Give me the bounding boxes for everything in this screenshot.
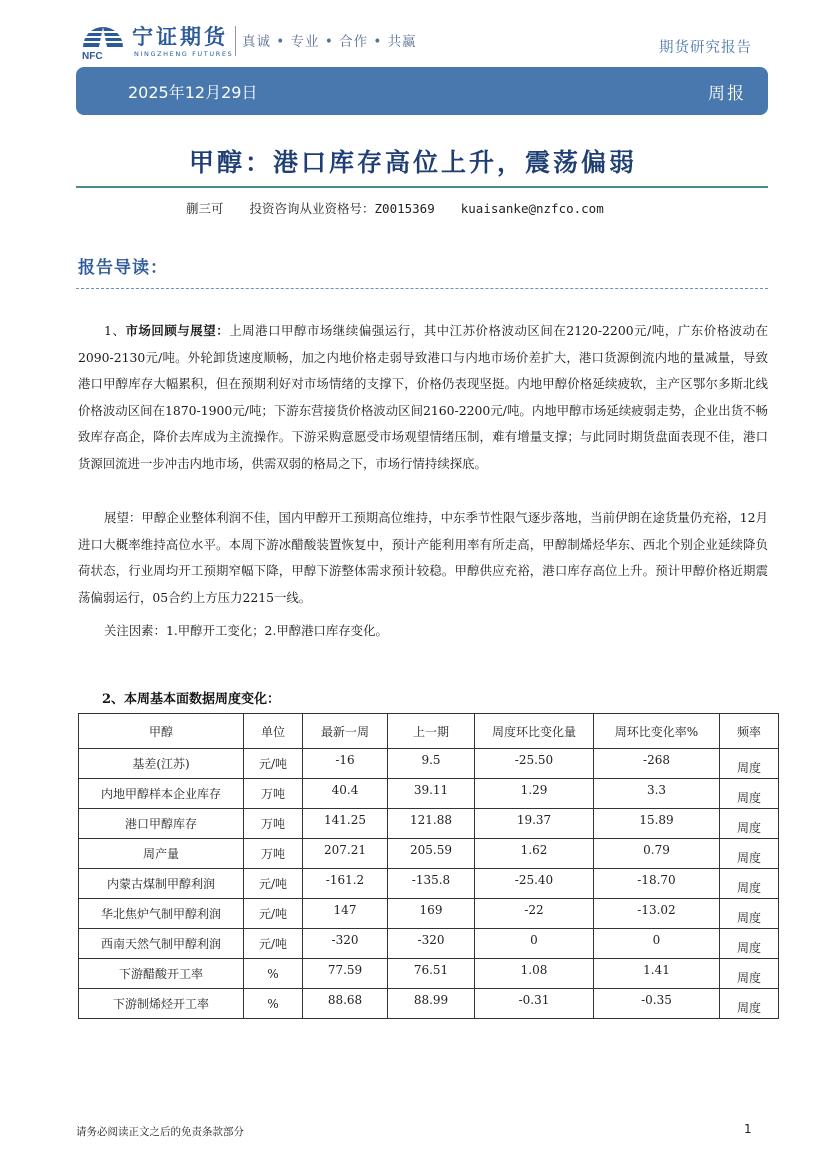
- cell-value: 207.21: [324, 842, 366, 857]
- cell-value: 元/吨: [258, 877, 288, 891]
- row-label: 下游醋酸开工率: [118, 967, 203, 981]
- table-cell: [244, 929, 303, 959]
- table-row: [79, 809, 779, 839]
- cell-value: 121.88: [410, 812, 452, 827]
- logo-text-en: NINGZHENG FUTURES: [134, 50, 234, 58]
- table-cell: [594, 929, 720, 959]
- section-title-summary: 报告导读：: [78, 258, 168, 278]
- cell-value: 0: [530, 932, 538, 947]
- row-label: 内蒙古煤制甲醇利润: [106, 877, 215, 891]
- cell-value: 88.68: [327, 992, 363, 1007]
- table-cell: [244, 959, 303, 989]
- table-cell: [594, 869, 720, 899]
- para-body: 上周港口甲醇市场继续偏强运行，其中江苏价格波动区间在2120-2200元/吨，广东价格波动在2090-2130元/吨。外轮卸货速度顺畅，加之内地价格走弱导致港口与内地市场价差扩大，港口货源倒流内地的量减量，导致港口甲醇库存大幅累积，但在预期利好对市场情绪的支撑下，价格仍表现坚挺。内地甲醇价格延续疲软，主产区鄂尔多斯北线价格波动区间在1870-1900元/吨；下游东营接货价格波动区间2160-2200元/吨。内地甲醇市场延续疲弱走势，企业出货不畅致库存高企，降价去库成为主流操作。下游采购意愿受市场观望情绪压制，难有增量支撑；与此同时期货盘面表现不佳，港口货源回流进一步冲击内地市场，供需双弱的格局之下，市场行情持续探底。: [78, 323, 769, 471]
- frequency-value: 周度: [736, 971, 761, 985]
- table-cell: [303, 989, 388, 1019]
- cell-value: 0.79: [643, 842, 670, 857]
- row-label: 周产量: [142, 847, 179, 861]
- market-review-paragraph: [78, 318, 768, 477]
- table-cell: [244, 749, 303, 779]
- logo-abbr: NFC: [82, 51, 103, 60]
- cell-value: -268: [643, 752, 670, 767]
- table-cell: [388, 989, 475, 1019]
- column-header: 频率: [720, 714, 779, 749]
- table-cell: [720, 839, 779, 869]
- table-cell: [388, 779, 475, 809]
- table-row: [79, 899, 779, 929]
- table-cell: [79, 929, 244, 959]
- table-cell: [594, 779, 720, 809]
- outlook-paragraph: 展望：甲醇企业整体利润不佳，国内甲醇开工预期高位维持，中东季节性限气逐步落地，当前伊朗在途货量仍充裕，12月进口大概率维持高位水平。本周下游冰醋酸装置恢复中，预计产能利用率有所走高，甲醇制烯烃华东、西北个别企业延续降负荷状态，行业周均开工预期窄幅下降，甲醇下游整体需求预计较稳。甲醇供应充裕，港口库存高位上升。预计甲醇价格近期震荡偏弱运行，05合约上方压力2215一线。: [78, 510, 768, 605]
- table-cell: [475, 929, 594, 959]
- cell-value: -16: [335, 752, 355, 767]
- cell-value: -0.35: [641, 992, 672, 1007]
- table-cell: [720, 899, 779, 929]
- table-cell: [79, 869, 244, 899]
- cell-value: 元/吨: [258, 907, 288, 921]
- frequency-value: 周度: [736, 881, 761, 895]
- row-label: 基差(江苏): [132, 757, 190, 771]
- table-cell: [79, 809, 244, 839]
- table-cell: [475, 809, 594, 839]
- table-cell: [475, 989, 594, 1019]
- column-header: 甲醇: [79, 714, 244, 749]
- cell-value: 40.4: [331, 782, 359, 797]
- cell-value: -320: [331, 932, 359, 947]
- table-row: [79, 959, 779, 989]
- table-cell: [388, 929, 475, 959]
- cell-value: 76.51: [413, 962, 449, 977]
- cell-value: 77.59: [327, 962, 363, 977]
- table-cell: [594, 809, 720, 839]
- frequency-value: 周度: [736, 821, 761, 835]
- report-type: 周报: [708, 84, 746, 104]
- cell-value: 元/吨: [258, 757, 288, 771]
- row-label: 港口甲醇库存: [124, 817, 197, 831]
- table-cell: [79, 899, 244, 929]
- table-cell: [303, 929, 388, 959]
- table-cell: [720, 749, 779, 779]
- cell-value: 1.29: [520, 782, 548, 797]
- cell-value: 0: [652, 932, 661, 947]
- column-header: 周度环比变化量: [475, 714, 594, 749]
- cell-value: 万吨: [260, 817, 285, 831]
- disclaimer-note: 请务必阅读正文之后的免责条款部分: [76, 1126, 244, 1138]
- table-cell: [388, 959, 475, 989]
- table-cell: [475, 869, 594, 899]
- table-row: [79, 779, 779, 809]
- table-cell: [244, 989, 303, 1019]
- author-email[interactable]: kuaisanke@nzfco.com: [460, 201, 604, 216]
- frequency-value: 周度: [736, 791, 761, 805]
- cell-value: -18.70: [637, 872, 676, 887]
- cell-value: 1.62: [520, 842, 548, 857]
- license-number: Z0015369: [374, 201, 435, 216]
- table-cell: [475, 899, 594, 929]
- cell-value: -0.31: [518, 992, 550, 1007]
- table-header-row: [79, 714, 779, 749]
- table-row: [79, 749, 779, 779]
- cell-value: 1.41: [643, 962, 670, 977]
- page-number: 1: [744, 1122, 752, 1136]
- table-cell: [79, 839, 244, 869]
- author-line: [186, 199, 630, 217]
- cell-value: 万吨: [260, 787, 285, 801]
- cell-value: -135.8: [411, 872, 451, 887]
- cell-value: %: [267, 966, 279, 981]
- table-cell: [388, 749, 475, 779]
- table-row: [79, 989, 779, 1019]
- table-cell: [79, 959, 244, 989]
- cell-value: 1.08: [520, 962, 548, 977]
- table-cell: [720, 779, 779, 809]
- table-cell: [594, 989, 720, 1019]
- cell-value: 39.11: [413, 782, 449, 797]
- table-cell: [244, 899, 303, 929]
- table-cell: [388, 809, 475, 839]
- table-cell: [303, 749, 388, 779]
- fundamentals-table: [78, 713, 779, 1019]
- row-label: 华北焦炉气制甲醇利润: [100, 907, 221, 921]
- row-label: 内地甲醇样本企业库存: [100, 787, 221, 801]
- para-number: 1、: [104, 323, 126, 338]
- table-cell: [475, 779, 594, 809]
- column-header: 单位: [244, 714, 303, 749]
- frequency-value: 周度: [736, 941, 761, 955]
- table-cell: [79, 989, 244, 1019]
- table-cell: [244, 779, 303, 809]
- table-cell: [720, 869, 779, 899]
- table-row: [79, 839, 779, 869]
- table-cell: [303, 959, 388, 989]
- cell-value: 9.5: [421, 752, 441, 767]
- license-info: [250, 201, 435, 216]
- table-cell: [303, 899, 388, 929]
- column-header: 最新一周: [303, 714, 388, 749]
- table-row: [79, 929, 779, 959]
- author-name: 蒯三可: [186, 201, 224, 216]
- table-cell: [388, 839, 475, 869]
- table-cell: [244, 839, 303, 869]
- header-band: [76, 67, 768, 115]
- table-cell: [720, 989, 779, 1019]
- section-title-fundamentals: 2、本周基本面数据周度变化：: [102, 692, 281, 707]
- cell-value: -161.2: [325, 872, 365, 887]
- cell-value: 147: [333, 902, 357, 917]
- cell-value: 88.99: [413, 992, 449, 1007]
- row-label: 西南天然气制甲醇利润: [100, 937, 221, 951]
- cell-value: -320: [417, 932, 445, 947]
- cell-value: 205.59: [410, 842, 452, 857]
- logo-divider: [235, 26, 236, 56]
- table-cell: [475, 839, 594, 869]
- report-date: 2025年12月29日: [128, 83, 258, 102]
- company-logo: [80, 20, 420, 62]
- frequency-value: 周度: [736, 911, 761, 925]
- table-cell: [244, 809, 303, 839]
- cell-value: 万吨: [260, 847, 285, 861]
- table-cell: [303, 869, 388, 899]
- report-title: 甲醇：港口库存高位上升，震荡偏弱: [188, 148, 637, 177]
- table-cell: [720, 929, 779, 959]
- frequency-value: 周度: [736, 851, 761, 865]
- table-cell: [720, 809, 779, 839]
- table-cell: [388, 869, 475, 899]
- table-cell: [720, 959, 779, 989]
- company-slogan: 真诚 • 专业 • 合作 • 共赢: [242, 34, 417, 50]
- cell-value: 元/吨: [258, 937, 288, 951]
- table-cell: [244, 869, 303, 899]
- table-cell: [303, 779, 388, 809]
- cell-value: 169: [419, 902, 443, 917]
- cell-value: -22: [524, 902, 544, 917]
- table-cell: [594, 959, 720, 989]
- cell-value: 141.25: [324, 812, 366, 827]
- section-divider: [76, 288, 768, 290]
- cell-value: 19.37: [516, 812, 552, 827]
- focus-factors-paragraph: 关注因素：1.甲醇开工变化；2.甲醇港口库存变化。: [104, 623, 388, 638]
- frequency-value: 周度: [736, 761, 761, 775]
- column-header: 周环比变化率%: [594, 714, 720, 749]
- nfc-logo-icon: [80, 20, 126, 60]
- table-cell: [79, 779, 244, 809]
- frequency-value: 周度: [736, 1001, 761, 1015]
- title-divider: [76, 186, 768, 188]
- table-row: [79, 869, 779, 899]
- table-cell: [388, 899, 475, 929]
- logo-text-cn: 宁证期货: [132, 24, 228, 49]
- cell-value: 3.3: [646, 782, 667, 797]
- license-label: 投资咨询从业资格号：: [249, 201, 375, 216]
- cell-value: 15.89: [639, 812, 674, 827]
- table-cell: [594, 899, 720, 929]
- table-cell: [303, 839, 388, 869]
- row-label: 下游制烯烃开工率: [112, 997, 209, 1011]
- column-header: 上一期: [388, 714, 475, 749]
- para-heading: 市场回顾与展望：: [125, 323, 230, 338]
- table-cell: [79, 749, 244, 779]
- cell-value: -13.02: [637, 902, 676, 917]
- table-cell: [475, 749, 594, 779]
- report-category: 期货研究报告: [659, 40, 752, 56]
- table-cell: [594, 749, 720, 779]
- cell-value: -25.40: [514, 872, 554, 887]
- cell-value: %: [267, 996, 279, 1011]
- table-cell: [594, 839, 720, 869]
- table-cell: [303, 809, 388, 839]
- cell-value: -25.50: [514, 752, 554, 767]
- table-cell: [475, 959, 594, 989]
